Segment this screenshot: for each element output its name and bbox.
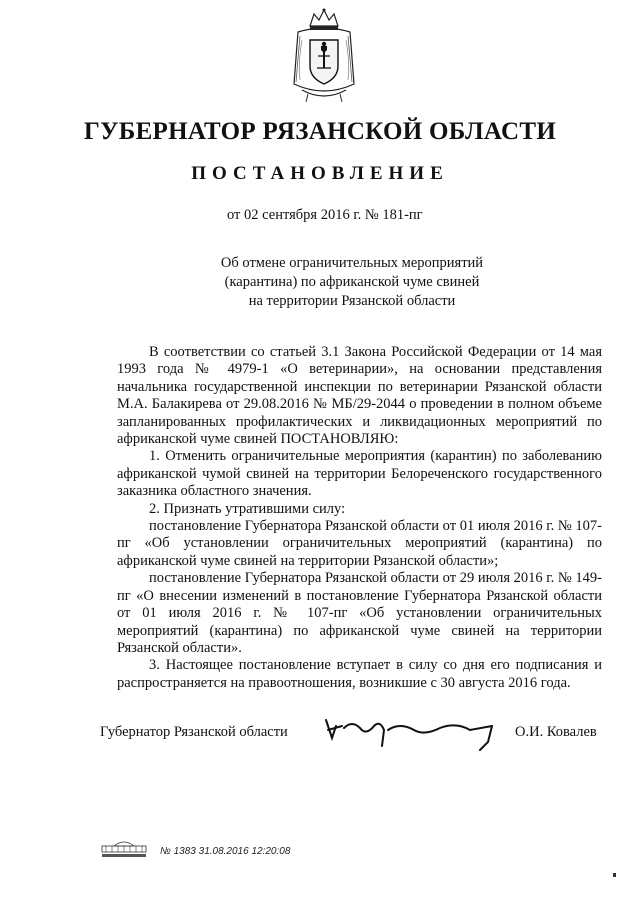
body-paragraph: постановление Губернатора Рязанской области от 01 июля 2016 г. № 107-пг «Об установлении ограничительных мероприятий (карантина) по африканской чуме свиней на территории Рязанской области»; <box>117 518 602 569</box>
handwritten-signature <box>322 712 500 752</box>
coat-of-arms-icon <box>288 6 360 106</box>
body-paragraph: 1. Отменить ограничительные мероприятия (карантин) по заболеванию африканской чумой свиней на территории Белореченского государственного заказника областного значения. <box>117 448 602 500</box>
signatory-title: Губернатор Рязанской области <box>100 724 288 740</box>
body-paragraph: постановление Губернатора Рязанской области от 29 июля 2016 г. № 149-пг «О внесении изменений в постановление Губернатора Рязанской области от 01 июля 2016 г. № 107-пг «Об установлении ограничительных мероприятий (карантина) по африканской чуме свиней на территории Рязанской области». <box>117 570 602 656</box>
registration-number: № 1383 31.08.2016 12:20:08 <box>160 846 291 857</box>
subject-line: (карантина) по африканской чуме свиней <box>224 274 480 290</box>
signatory-name: О.И. Ковалев <box>515 724 597 740</box>
body-paragraph: 2. Признать утратившими силу: <box>149 500 346 517</box>
subject-line: на территории Рязанской области <box>248 293 456 309</box>
body-paragraph: 3. Настоящее постановление вступает в силу со дня его подписания и распространяется на правоотношения, возникшие с 30 августа 2016 года. <box>117 657 602 691</box>
scan-mark <box>613 873 616 877</box>
body-paragraph: В соответствии со статьей 3.1 Закона Российской Федерации от 14 мая 1993 года № 4979-1 «О ветеринарии», на основании представления начальника государственной инспекции по ветеринарии Рязанской области М.А. Балакирева от 29.08.2016 № МБ/29-2044 о проведении в полном объеме запланированных профилактических и ликвидационных мероприятий по африканской чуме свиней ПОСТАНОВЛЯЮ: <box>117 344 602 448</box>
subject-line: Об отмене ограничительных мероприятий <box>220 255 484 271</box>
registry-stamp-icon <box>100 836 148 860</box>
document-subject <box>195 254 509 311</box>
document-body <box>117 344 602 692</box>
document-type-title: ПОСТАНОВЛЕНИЕ <box>191 163 449 184</box>
document-org-title: ГУБЕРНАТОР РЯЗАНСКОЙ ОБЛАСТИ <box>83 118 557 145</box>
document-date-number: от 02 сентября 2016 г. № 181-пг <box>227 207 423 223</box>
